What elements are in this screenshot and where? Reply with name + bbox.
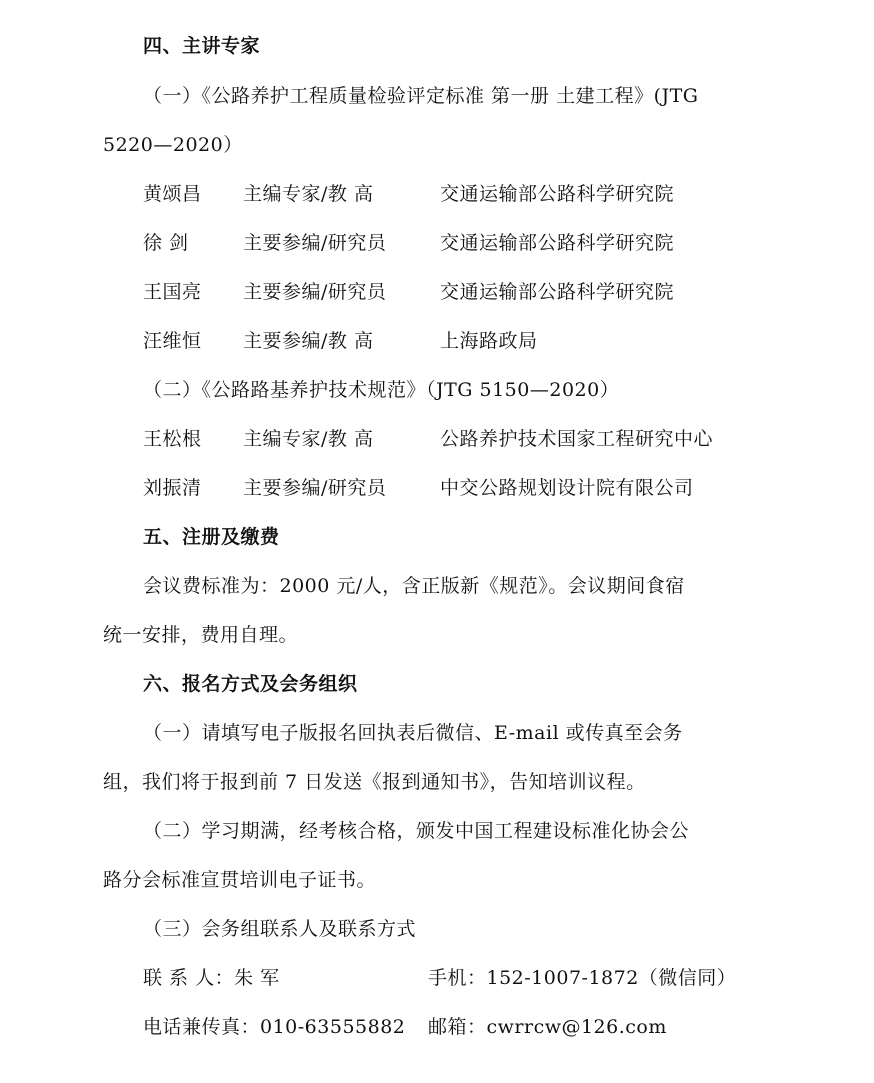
expert-name: 王松根 (143, 428, 202, 450)
signup-item2-line1: （二）学习期满，经考核合格，颁发中国工程建设标准化协会公 (143, 820, 690, 842)
standard-title-2: （二）《公路路基养护技术规范》（JTG 5150—2020） (143, 379, 620, 401)
contact-person: 联 系 人：朱 军 (143, 967, 280, 989)
section-heading-registration: 五、注册及缴费 (143, 526, 280, 548)
expert-role: 主要参编/研究员 (243, 477, 387, 499)
expert-name: 黄颂昌 (143, 183, 202, 205)
section-heading-experts: 四、主讲专家 (143, 35, 261, 57)
expert-org: 交通运输部公路科学研究院 (440, 232, 675, 254)
expert-name: 王国亮 (143, 281, 202, 303)
expert-row (143, 229, 763, 257)
expert-role: 主编专家/教 高 (243, 428, 374, 450)
expert-row (143, 474, 763, 502)
contact-section-title: （三）会务组联系人及联系方式 (143, 918, 417, 940)
expert-org: 公路养护技术国家工程研究中心 (440, 428, 714, 450)
signup-item1-line2: 组，我们将于报到前 7 日发送《报到通知书》，告知培训议程。 (103, 771, 646, 793)
expert-name: 徐 剑 (143, 232, 189, 254)
section-heading-signup: 六、报名方式及会务组织 (143, 673, 358, 695)
expert-row (143, 180, 763, 208)
expert-org: 交通运输部公路科学研究院 (440, 281, 675, 303)
standard-title-1-line2: 5220—2020） (103, 134, 243, 156)
standard-title-1-line1: （一）《公路养护工程质量检验评定标准 第一册 土建工程》(JTG (143, 85, 699, 107)
expert-role: 主要参编/教 高 (243, 330, 374, 352)
contact-phone-fax: 电话兼传真：010-63555882 (143, 1016, 406, 1038)
expert-row (143, 327, 763, 355)
expert-org: 上海路政局 (440, 330, 538, 352)
signup-item2-line2: 路分会标准宣贯培训电子证书。 (103, 869, 377, 891)
expert-role: 主要参编/研究员 (243, 232, 387, 254)
contact-mobile: 手机：152-1007-1872（微信同） (428, 967, 737, 989)
expert-role: 主编专家/教 高 (243, 183, 374, 205)
fee-paragraph-line1: 会议费标准为：2000 元/人，含正版新《规范》。会议期间食宿 (143, 575, 685, 597)
expert-org: 中交公路规划设计院有限公司 (440, 477, 694, 499)
expert-name: 刘振清 (143, 477, 202, 499)
signup-item1-line1: （一）请填写电子版报名回执表后微信、E-mail 或传真至会务 (143, 722, 683, 744)
expert-role: 主要参编/研究员 (243, 281, 387, 303)
expert-row (143, 278, 763, 306)
contact-email: 邮箱：cwrrcw@126.com (428, 1016, 667, 1038)
fee-paragraph-line2: 统一安排，费用自理。 (103, 624, 299, 646)
expert-row (143, 425, 763, 453)
expert-name: 汪维恒 (143, 330, 202, 352)
expert-org: 交通运输部公路科学研究院 (440, 183, 675, 205)
